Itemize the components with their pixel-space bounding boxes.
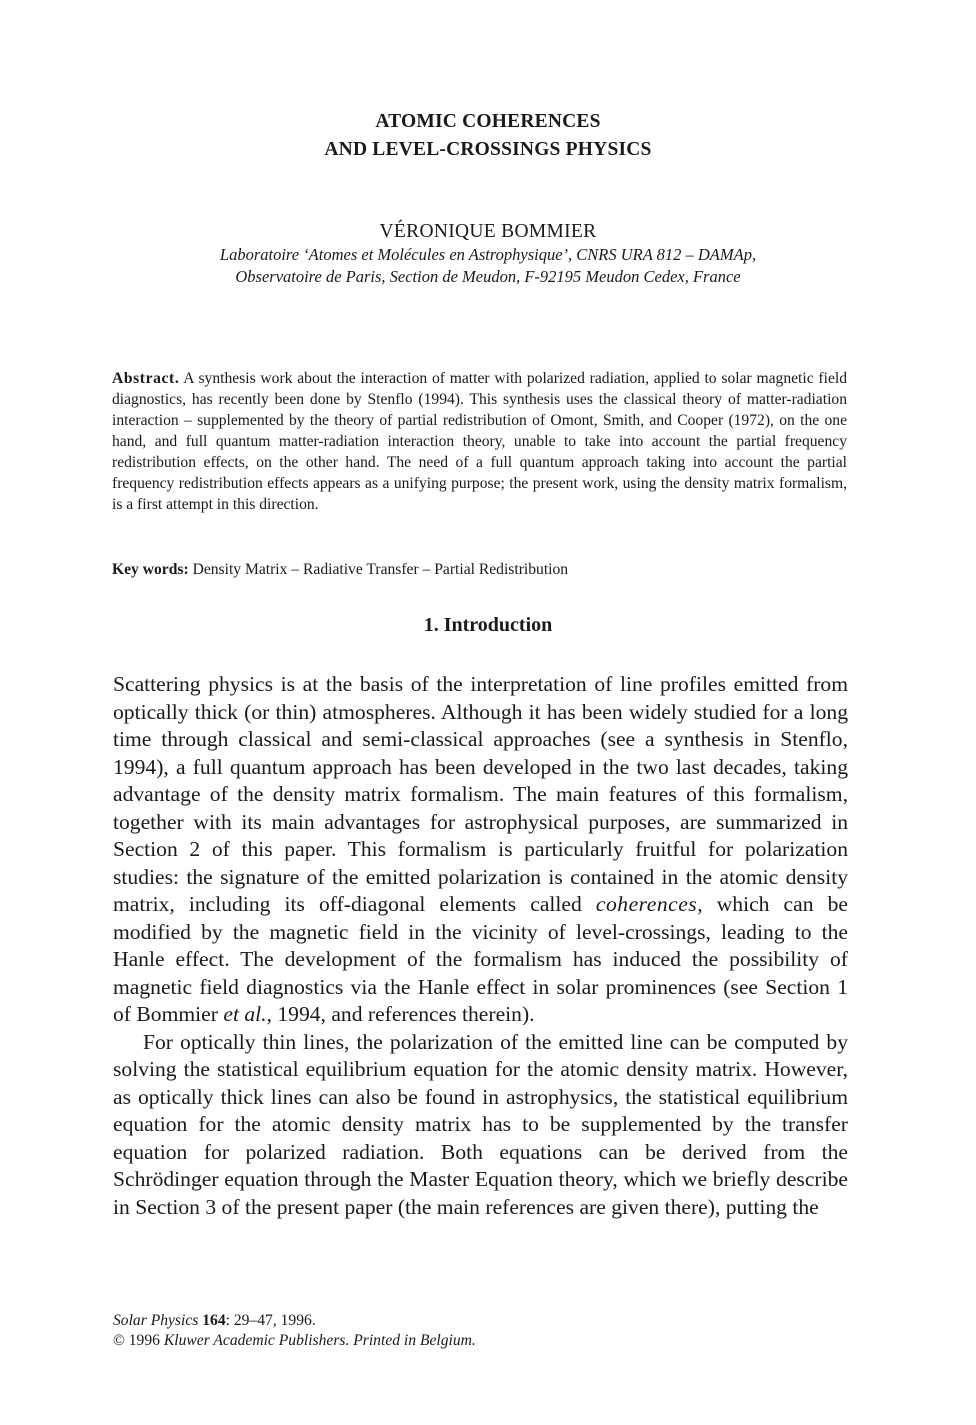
paragraph-1-part-a: Scattering physics is at the basis of the interpretation of line profiles emitted from optically thick (or thin) atmospheres. Although it has been widely studied for a long time through classical and semi-classical approaches (see a synthesis in Stenflo, 1994), a full quantum approach has been developed in the two last decades, taking advantage of the density matrix formalism. The main features of this formalism, together with its main advantages for astrophysical purposes, are summarized in Section 2 of this paper. This formalism is particularly fruitful for polarization studies: the signature of the emitted polarization is contained in the atomic density matrix, including its off-diagonal elements called <box>113 672 848 916</box>
abstract <box>112 368 847 515</box>
keywords-label: Key words: <box>112 561 189 578</box>
paragraph-1 <box>113 671 848 1029</box>
copyright-line <box>113 1331 813 1351</box>
keywords-text: Density Matrix – Radiative Transfer – Partial Redistribution <box>192 561 569 578</box>
coherences-term: coherences <box>595 892 698 916</box>
paragraph-2: For optically thin lines, the polarization of the emitted line can be computed by solving the statistical equilibrium equation for the atomic density matrix. However, as optically thick lines can also be found in astrophysics, the statistical equilibrium equation for the atomic density matrix has to be supplemented by the transfer equation for polarized radiation. Both equations can be derived from the Schrödinger equation through the Master Equation theory, which we briefly describe in Section 3 of the present paper (the main references are given there), putting the <box>113 1029 848 1219</box>
journal-volume: 164 <box>202 1312 226 1329</box>
journal-pages: : 29–47, 1996. <box>225 1312 316 1329</box>
et-al-citation: et al. <box>223 1002 267 1026</box>
paper-title <box>0 108 976 164</box>
affiliation-line-2: Observatoire de Paris, Section de Meudon, F-92195 Meudon Cedex, France <box>235 267 741 286</box>
abstract-text: A synthesis work about the interaction of matter with polarized radiation, applied to solar magnetic field diagnostics, has recently been done by Stenflo (1994). This synthesis uses the classical theory of matter-radiation interaction – supplemented by the theory of partial redistribution of Omont, Smith, and Cooper (1972), on the one hand, and full quantum matter-radiation interaction theory, unable to take into account the partial frequency redistribution effects, on the other hand. The need of a full quantum approach taking into account the partial frequency redistribution effects appears as a unifying purpose; the present work, using the density matrix formalism, is a first attempt in this direction. <box>112 370 847 513</box>
author-affiliation <box>0 244 976 288</box>
citation-line <box>113 1311 813 1331</box>
journal-name: Solar Physics <box>113 1312 199 1329</box>
paragraph-1-part-b: , which can be modified by the magnetic field in the vicinity of level-crossings, leading to the Hanle effect. The development of the formalism has induced the possibility of magnetic field diagnostics via the Hanle effect in solar prominences (see Section 1 of Bommier <box>113 892 848 1026</box>
copyright-year: © 1996 <box>113 1332 160 1349</box>
title-line-1: ATOMIC COHERENCES <box>375 111 601 132</box>
section-heading: 1. Introduction <box>423 614 553 636</box>
body-text <box>113 671 848 1221</box>
affiliation-line-1: Laboratoire ‘Atomes et Molécules en Astrophysique’, CNRS URA 812 – DAMAp, <box>219 245 757 264</box>
author-name: VÉRONIQUE BOMMIER <box>379 221 597 242</box>
title-line-2: AND LEVEL-CROSSINGS PHYSICS <box>324 139 652 160</box>
abstract-label: Abstract. <box>112 370 180 387</box>
keywords <box>112 559 847 580</box>
page-footer <box>113 1311 813 1351</box>
paragraph-1-part-c: , 1994, and references therein). <box>266 1002 535 1026</box>
publisher-note: Kluwer Academic Publishers. Printed in Belgium. <box>163 1332 476 1349</box>
